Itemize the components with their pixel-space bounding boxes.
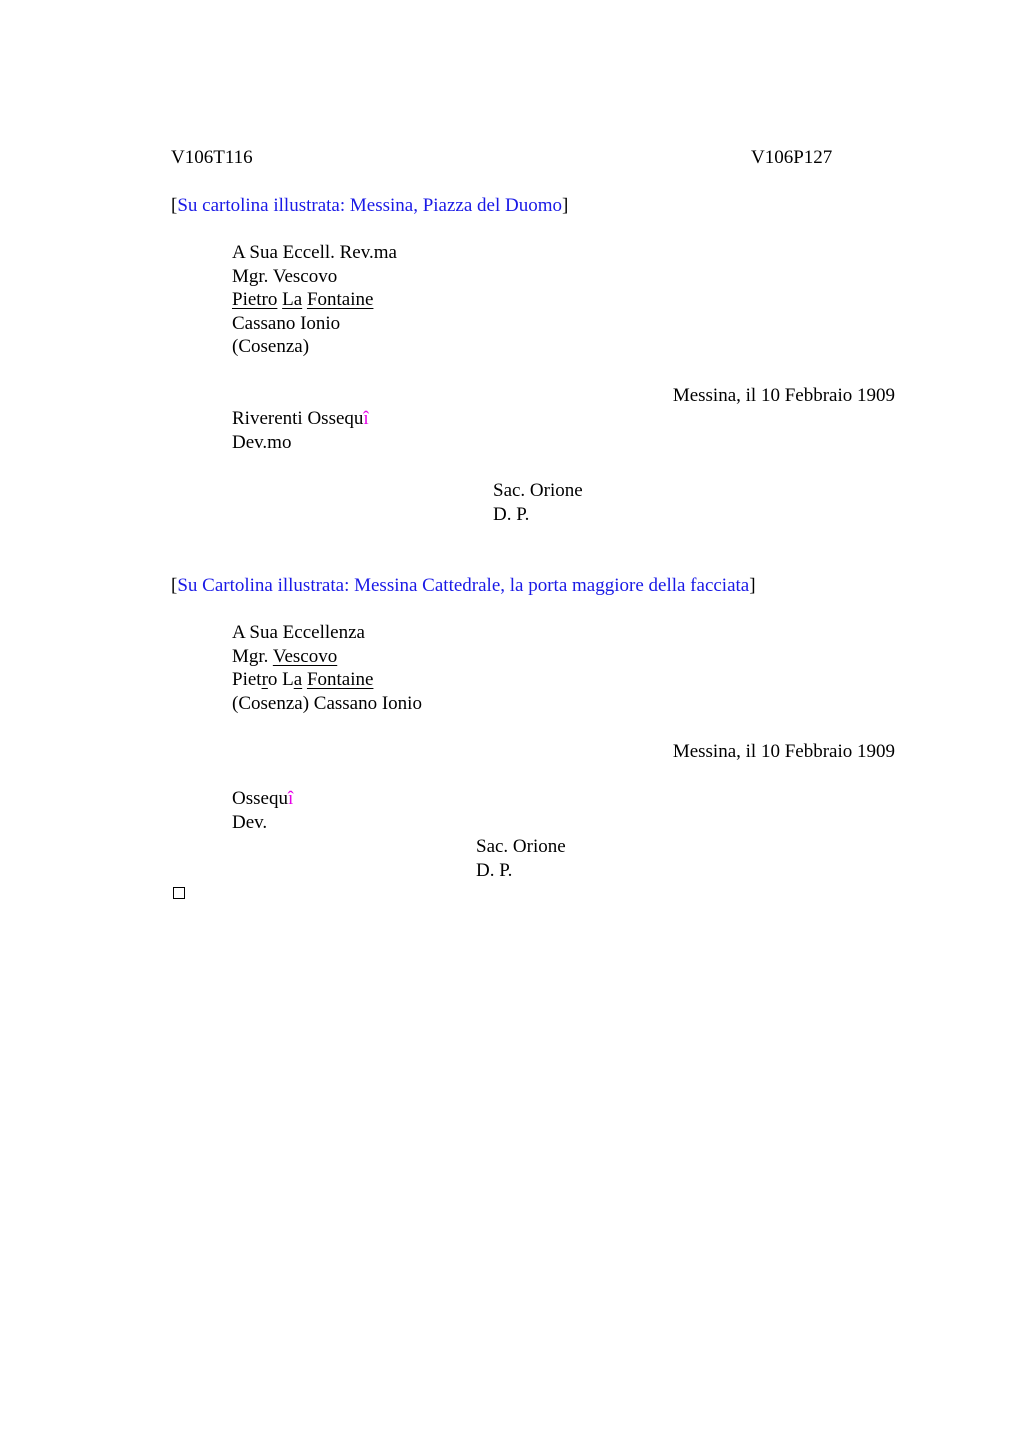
- address-line: Mgr. Vescovo: [232, 265, 338, 287]
- letter1-body: [232, 407, 369, 454]
- address-text: Mgr.: [232, 645, 273, 667]
- signature-line: D. P.: [476, 859, 513, 881]
- bracket-open: [: [171, 195, 178, 216]
- accented-letter: î: [363, 408, 369, 429]
- empty-square-icon: [173, 887, 185, 899]
- address-line: (Cosenza): [232, 336, 310, 358]
- closing-line: Dev.mo: [232, 431, 292, 453]
- address-line: (Cosenza) Cassano Ionio: [232, 692, 422, 714]
- name-part-underlined: Fontaine: [306, 669, 374, 691]
- greeting-text: Riverenti Ossequ: [232, 408, 364, 429]
- letter1-address: [232, 241, 397, 359]
- name-part: Piet: [232, 669, 262, 691]
- letter2-address: [232, 621, 422, 715]
- signature-line: D. P.: [493, 503, 530, 525]
- letter2-editorial-note: [171, 574, 756, 598]
- accented-letter: î: [287, 788, 294, 809]
- address-word-underlined: Vescovo: [272, 645, 338, 667]
- name-word: Fontaine: [306, 289, 374, 311]
- letter1-signature: [493, 479, 583, 526]
- bracket-open: [: [171, 575, 178, 596]
- greeting-line: [232, 407, 369, 431]
- address-line: [232, 645, 422, 669]
- greeting-text: Ossequ: [232, 788, 288, 809]
- bracket-close: ]: [562, 195, 569, 216]
- signature-line: Sac. Orione: [476, 836, 566, 857]
- name-word: La: [282, 289, 303, 311]
- address-line-name: [232, 288, 397, 312]
- signature-line: Sac. Orione: [493, 480, 583, 501]
- letter1-date: Messina, il 10 Febbraio 1909: [672, 385, 895, 406]
- document-code-left: V106T116: [171, 147, 253, 168]
- address-line: A Sua Eccell. Rev.ma: [232, 242, 397, 263]
- greeting-line: [232, 787, 293, 811]
- letter2-body: [232, 787, 293, 834]
- document-code-right: V106P127: [751, 147, 833, 168]
- name-part-underlined: r: [261, 669, 268, 691]
- letter2-signature: [476, 835, 566, 882]
- name-part: o L: [267, 669, 294, 691]
- name-part-underlined: a: [293, 669, 303, 691]
- address-line-name: [232, 668, 422, 692]
- address-line: A Sua Eccellenza: [232, 622, 365, 643]
- note-text: Su Cartolina illustrata: Messina Cattedrale, la porta maggiore della facciata: [177, 575, 750, 596]
- bracket-close: ]: [749, 575, 756, 596]
- name-word: Pietro: [232, 289, 278, 311]
- note-text: Su cartolina illustrata: Messina, Piazza del Duomo: [177, 195, 562, 216]
- address-line: Cassano Ionio: [232, 312, 341, 334]
- closing-line: Dev.: [232, 811, 268, 833]
- letter1-editorial-note: [171, 194, 568, 218]
- letter2-date: Messina, il 10 Febbraio 1909: [672, 741, 895, 762]
